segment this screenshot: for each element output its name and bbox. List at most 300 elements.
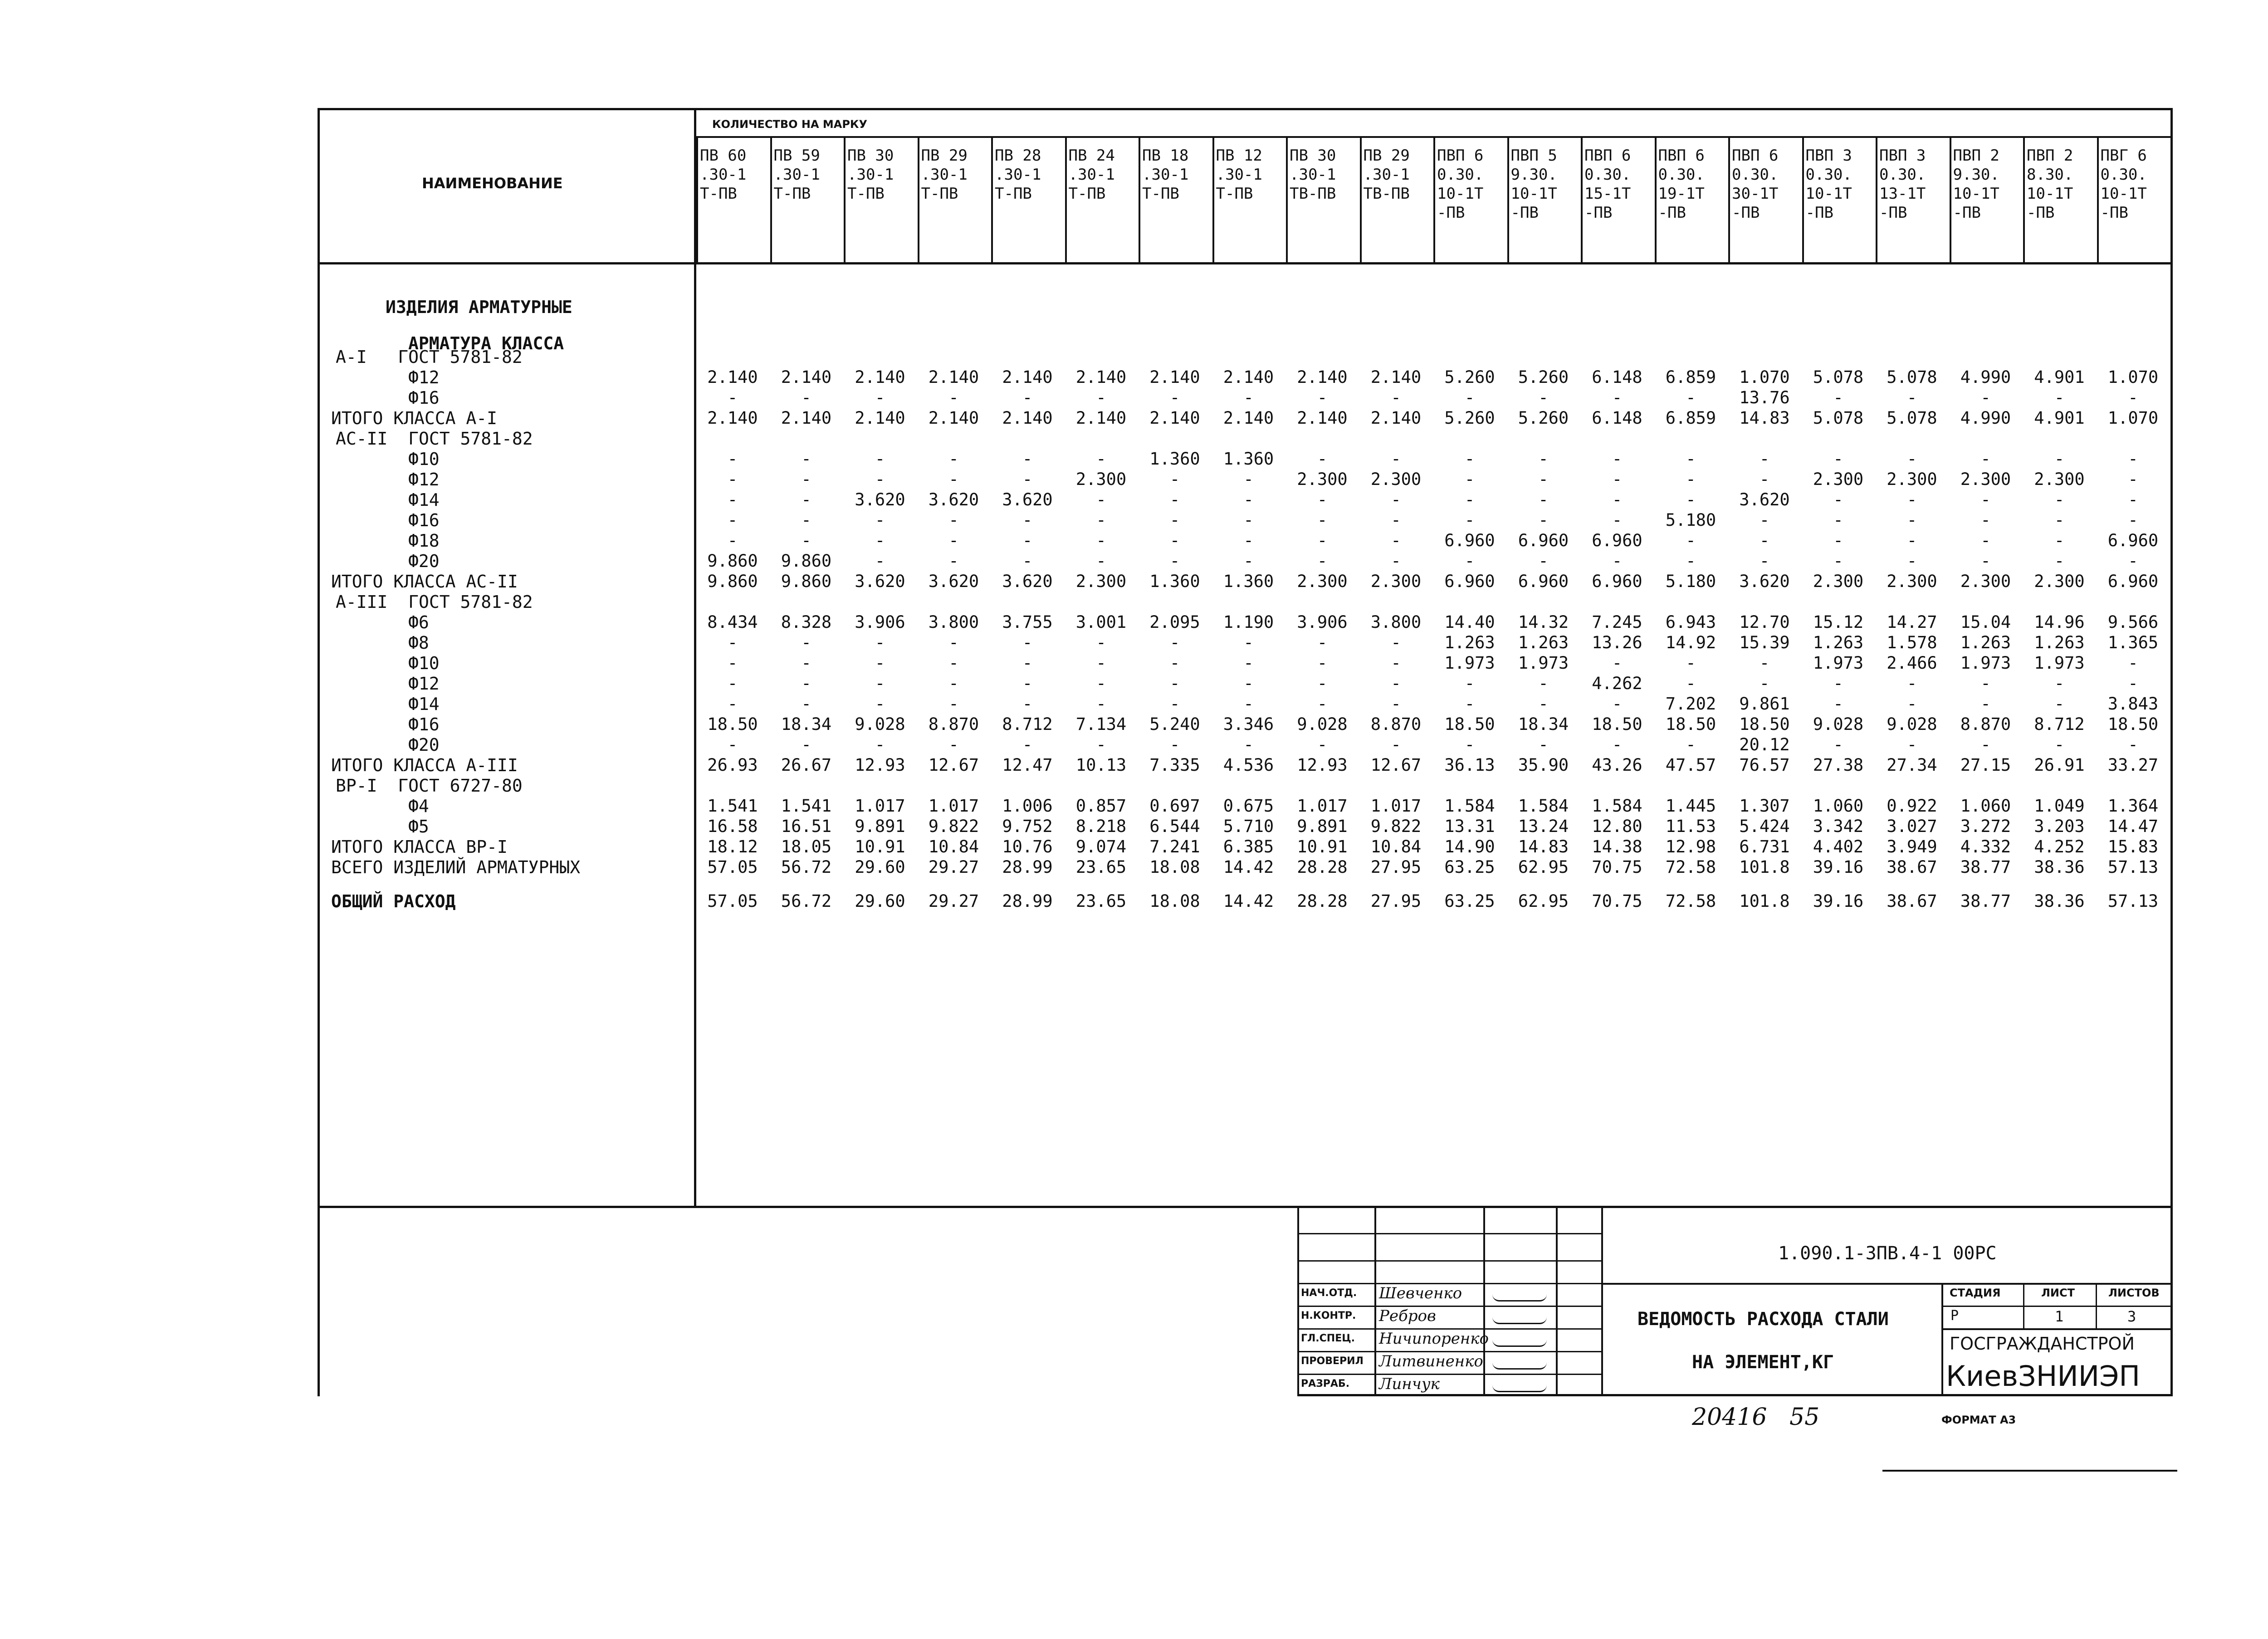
value-cell: 12.67 (1370, 755, 1422, 775)
value-cell: - (875, 633, 885, 652)
value-cell: - (875, 470, 885, 489)
value-cell: 56.72 (781, 857, 832, 877)
value-cell: - (1906, 735, 1917, 754)
value-cell: 70.75 (1592, 891, 1642, 911)
value-cell: 5.078 (1887, 367, 1937, 387)
column-divider (918, 136, 919, 262)
column-header-line: 0.30. (1658, 166, 1705, 184)
value-cell: 26.93 (707, 755, 758, 775)
value-cell: - (948, 694, 959, 714)
column-header-line: 10-1Т (1437, 185, 1484, 203)
value-cell: - (2128, 551, 2138, 571)
value-cell: - (1169, 674, 1180, 693)
row-label: ИТОГО КЛАССА А-I (331, 408, 498, 428)
value-cell: 7.335 (1149, 755, 1200, 775)
value-cell: 29.27 (928, 857, 979, 877)
value-cell: - (948, 510, 959, 530)
column-header-line: ПВ 60 (700, 147, 747, 165)
value-cell: - (1317, 531, 1328, 550)
value-cell: - (1022, 633, 1033, 652)
value-cell: 2.300 (2034, 572, 2085, 591)
value-cell: 1.017 (855, 796, 905, 816)
value-cell: 1.360 (1149, 572, 1200, 591)
row-label: АРМАТУРА КЛАССА (408, 333, 564, 353)
value-cell: - (1464, 551, 1475, 571)
value-cell: 9.566 (2107, 612, 2159, 632)
column-divider (770, 136, 772, 262)
value-cell: - (1243, 633, 1254, 652)
column-header-line: .30-1 (1290, 166, 1336, 184)
value-cell: 3.620 (1739, 572, 1790, 591)
column-divider (1360, 136, 1362, 262)
value-cell: 27.95 (1370, 891, 1422, 911)
value-cell: - (948, 449, 959, 469)
table-right-border (2170, 108, 2173, 1396)
value-cell: 6.960 (2107, 572, 2159, 591)
value-cell: - (1759, 674, 1770, 693)
value-cell: 10.13 (1075, 755, 1127, 775)
value-cell: 14.96 (2034, 612, 2085, 632)
value-cell: 6.960 (1444, 572, 1495, 591)
column-header-line: Т-ПВ (847, 185, 885, 203)
value-cell: 38.77 (1960, 891, 2011, 911)
value-cell: 3.800 (1370, 612, 1422, 632)
value-cell: 4.262 (1592, 674, 1642, 693)
value-cell: 26.91 (2034, 755, 2085, 775)
value-cell: - (1686, 470, 1696, 489)
value-cell: 9.074 (1075, 837, 1127, 856)
value-cell: - (1833, 510, 1843, 530)
value-cell: - (1096, 388, 1106, 407)
value-cell: 18.08 (1149, 857, 1200, 877)
value-cell: - (2128, 674, 2138, 693)
value-cell: 2.140 (707, 408, 758, 428)
name-column-header: НАИМЕНОВАНИЕ (422, 175, 563, 192)
qty-label: КОЛИЧЕСТВО НА МАРКУ (712, 118, 868, 131)
value-cell: 1.360 (1223, 449, 1274, 469)
value-cell: - (1980, 674, 1991, 693)
value-cell: 14.42 (1223, 891, 1274, 911)
row-label: Ф14 (408, 490, 440, 510)
value-cell: - (1980, 551, 1991, 571)
value-cell: - (1317, 449, 1328, 469)
value-cell: 14.27 (1887, 612, 1937, 632)
value-cell: 8.712 (2034, 714, 2085, 734)
value-cell: - (2054, 490, 2065, 509)
value-cell: - (1391, 694, 1401, 714)
value-cell: - (1759, 551, 1770, 571)
column-header-line: -ПВ (1953, 204, 1981, 222)
value-cell: 6.960 (1592, 572, 1642, 591)
value-cell: - (1317, 653, 1328, 673)
value-cell: - (1022, 653, 1033, 673)
value-cell: 9.860 (781, 572, 832, 591)
value-cell: 1.360 (1149, 449, 1200, 469)
value-cell: - (1464, 735, 1475, 754)
value-cell: 9.028 (1887, 714, 1937, 734)
signature-mark (1492, 1355, 1547, 1370)
column-divider (1802, 136, 1804, 262)
value-cell: - (1464, 449, 1475, 469)
value-cell: 2.140 (1223, 367, 1274, 387)
column-header-line: -ПВ (1584, 204, 1613, 222)
value-cell: 3.272 (1960, 817, 2011, 836)
signature-name: Ребров (1379, 1307, 1436, 1325)
value-cell: 6.731 (1739, 837, 1790, 856)
column-header-line: 0.30. (1879, 166, 1926, 184)
column-header-line: .30-1 (1216, 166, 1262, 184)
value-cell: 57.05 (707, 857, 758, 877)
value-cell: - (801, 388, 811, 407)
value-cell: 2.140 (1002, 408, 1053, 428)
value-cell: - (1169, 551, 1180, 571)
value-cell: 12.70 (1739, 612, 1790, 632)
value-cell: 0.922 (1887, 796, 1937, 816)
scan-edge-line (1882, 1470, 2177, 1472)
value-cell: - (1391, 674, 1401, 693)
signature-role: ГЛ.СПЕЦ. (1301, 1333, 1355, 1344)
value-cell: 76.57 (1739, 755, 1790, 775)
value-cell: - (727, 531, 738, 550)
value-cell: 3.346 (1223, 714, 1274, 734)
value-cell: - (801, 490, 811, 509)
value-cell: 70.75 (1592, 857, 1642, 877)
drawing-sheet (318, 108, 2173, 1431)
value-cell: 2.140 (781, 408, 832, 428)
column-divider (1507, 136, 1509, 262)
value-cell: - (1906, 674, 1917, 693)
row-label: ИТОГО КЛАССА ВР-I (331, 837, 508, 857)
value-cell: - (875, 735, 885, 754)
value-cell: - (1243, 510, 1254, 530)
value-cell: 1.263 (1444, 633, 1495, 652)
value-cell: - (1096, 510, 1106, 530)
value-cell: 18.12 (707, 837, 758, 856)
value-cell: - (801, 653, 811, 673)
value-cell: 13.31 (1444, 817, 1495, 836)
value-cell: 12.80 (1592, 817, 1642, 836)
value-cell: - (1980, 510, 1991, 530)
value-cell: 2.466 (1887, 653, 1937, 673)
value-cell: 6.859 (1665, 367, 1716, 387)
value-cell: 5.424 (1739, 817, 1790, 836)
title-line-1: ВЕДОМОСТЬ РАСХОДА СТАЛИ (1637, 1309, 1889, 1330)
value-cell: 7.202 (1665, 694, 1716, 714)
value-cell: 27.38 (1813, 755, 1864, 775)
value-cell: - (1096, 735, 1106, 754)
value-cell: - (875, 694, 885, 714)
value-cell: 15.04 (1960, 612, 2011, 632)
value-cell: - (1169, 470, 1180, 489)
value-cell: 3.620 (928, 490, 979, 509)
value-cell: 47.57 (1665, 755, 1716, 775)
value-cell: 23.65 (1075, 891, 1127, 911)
row-label: ВСЕГО ИЗДЕЛИЙ АРМАТУРНЫХ (331, 857, 581, 877)
value-cell: - (1833, 694, 1843, 714)
signature-name: Ничипоренко (1379, 1330, 1489, 1348)
value-cell: 2.300 (1960, 470, 2011, 489)
value-cell: 27.15 (1960, 755, 2011, 775)
value-cell: 10.91 (855, 837, 905, 856)
value-cell: - (727, 633, 738, 652)
value-cell: - (1906, 388, 1917, 407)
column-header-line: 13-1Т (1879, 185, 1926, 203)
value-cell: 27.34 (1887, 755, 1937, 775)
value-cell: 2.300 (1297, 470, 1348, 489)
value-cell: 8.870 (928, 714, 979, 734)
column-divider (1065, 136, 1067, 262)
column-header-line: ПВ 12 (1216, 147, 1262, 165)
value-cell: 12.67 (928, 755, 979, 775)
sheet-label: ЛИСТ (2041, 1287, 2075, 1299)
value-cell: 14.47 (2107, 817, 2159, 836)
signature-role: РАЗРАБ. (1301, 1378, 1350, 1389)
value-cell: 72.58 (1665, 891, 1716, 911)
value-cell: 4.990 (1960, 408, 2011, 428)
value-cell: - (1317, 735, 1328, 754)
value-cell: 5.260 (1444, 408, 1495, 428)
value-cell: 1.263 (1518, 633, 1569, 652)
table-bottom-border (318, 1206, 2173, 1208)
value-cell: 18.50 (1665, 714, 1716, 734)
value-cell: 3.342 (1813, 817, 1864, 836)
column-header-line: .30-1 (700, 166, 747, 184)
value-cell: 3.620 (1739, 490, 1790, 509)
value-cell: 1.070 (1739, 367, 1790, 387)
value-cell: - (1317, 633, 1328, 652)
column-header-line: 10-1Т (2100, 185, 2147, 203)
value-cell: 2.300 (2034, 470, 2085, 489)
value-cell: 14.83 (1518, 837, 1569, 856)
value-cell: - (1980, 735, 1991, 754)
value-cell: 9.860 (781, 551, 832, 571)
value-cell: - (801, 449, 811, 469)
column-header-line: 30-1Т (1732, 185, 1779, 203)
value-cell: - (1169, 388, 1180, 407)
value-cell: 12.93 (855, 755, 905, 775)
value-cell: - (2128, 735, 2138, 754)
column-header-line: ПВП 3 (1805, 147, 1852, 165)
value-cell: 2.095 (1149, 612, 1200, 632)
column-divider (2097, 136, 2099, 262)
signature-name: Линчук (1379, 1375, 1440, 1393)
value-cell: - (2054, 388, 2065, 407)
value-cell: 7.134 (1075, 714, 1127, 734)
row-label: Ф14 (408, 694, 440, 714)
value-cell: - (1096, 490, 1106, 509)
value-cell: 9.861 (1739, 694, 1790, 714)
value-cell: 2.300 (1370, 470, 1422, 489)
title-line-2: НА ЭЛЕМЕНТ,КГ (1692, 1352, 1834, 1373)
value-cell: 2.140 (1297, 408, 1348, 428)
column-header-line: 0.30. (1437, 166, 1484, 184)
value-cell: 2.140 (928, 367, 979, 387)
value-cell: 8.870 (1370, 714, 1422, 734)
column-header-line: 15-1Т (1584, 185, 1631, 203)
value-cell: - (1686, 531, 1696, 550)
value-cell: 2.140 (707, 367, 758, 387)
value-cell: 8.328 (781, 612, 832, 632)
value-cell: 39.16 (1813, 891, 1864, 911)
value-cell: 16.51 (781, 817, 832, 836)
value-cell: - (727, 653, 738, 673)
value-cell: - (2128, 449, 2138, 469)
value-cell: - (875, 449, 885, 469)
value-cell: - (948, 633, 959, 652)
value-cell: 57.13 (2107, 891, 2159, 911)
signature-role: Н.КОНТР. (1301, 1310, 1356, 1321)
value-cell: - (1317, 694, 1328, 714)
value-cell: - (1612, 388, 1623, 407)
value-cell: 6.385 (1223, 837, 1274, 856)
value-cell: 9.028 (1297, 714, 1348, 734)
value-cell: - (1317, 510, 1328, 530)
column-header-line: -ПВ (2027, 204, 2055, 222)
column-header-line: -ПВ (1805, 204, 1833, 222)
row-label: А-III ГОСТ 5781-82 (336, 592, 533, 612)
column-header-line: ПВГ 6 (2100, 147, 2147, 165)
value-cell: 38.67 (1887, 857, 1937, 877)
value-cell: 8.434 (707, 612, 758, 632)
column-header-line: 0.30. (1805, 166, 1852, 184)
value-cell: - (1833, 735, 1843, 754)
value-cell: 2.140 (928, 408, 979, 428)
value-cell: - (948, 551, 959, 571)
row-label: ОБЩИЙ РАСХОД (331, 891, 456, 911)
value-cell: 6.960 (1518, 572, 1569, 591)
row-label: ВР-I ГОСТ 6727-80 (336, 776, 523, 796)
value-cell: 63.25 (1444, 857, 1495, 877)
value-cell: 14.42 (1223, 857, 1274, 877)
value-cell: - (1833, 531, 1843, 550)
value-cell: 1.263 (2034, 633, 2085, 652)
value-cell: 38.77 (1960, 857, 2011, 877)
value-cell: 2.300 (1075, 572, 1127, 591)
value-cell: 18.50 (1592, 714, 1642, 734)
value-cell: - (801, 735, 811, 754)
value-cell: - (1169, 653, 1180, 673)
value-cell: 29.60 (855, 891, 905, 911)
column-header-line: Т-ПВ (700, 185, 737, 203)
value-cell: 2.140 (1223, 408, 1274, 428)
column-header-line: 10-1Т (1510, 185, 1557, 203)
value-cell: 15.12 (1813, 612, 1864, 632)
value-cell: 43.26 (1592, 755, 1642, 775)
value-cell: 13.76 (1739, 388, 1790, 407)
column-header-line: 10-1Т (2027, 185, 2073, 203)
value-cell: 3.906 (1297, 612, 1348, 632)
value-cell: - (1391, 653, 1401, 673)
value-cell: - (948, 674, 959, 693)
column-divider (1950, 136, 1951, 262)
row-label: Ф12 (408, 674, 440, 694)
value-cell: 63.25 (1444, 891, 1495, 911)
value-cell: 10.76 (1002, 837, 1053, 856)
value-cell: - (1759, 470, 1770, 489)
stage-value: Р (1950, 1308, 1959, 1324)
column-header-line: .30-1 (1068, 166, 1115, 184)
value-cell: - (2128, 653, 2138, 673)
value-cell: 3.620 (855, 572, 905, 591)
value-cell: 3.843 (2107, 694, 2159, 714)
value-cell: - (1759, 510, 1770, 530)
value-cell: - (1169, 531, 1180, 550)
value-cell: - (1612, 694, 1623, 714)
value-cell: - (801, 510, 811, 530)
value-cell: 1.017 (928, 796, 979, 816)
value-cell: 101.8 (1739, 857, 1790, 877)
value-cell: - (1980, 531, 1991, 550)
column-header-line: 9.30. (1953, 166, 1999, 184)
signature-name: Шевченко (1379, 1284, 1462, 1302)
value-cell: 3.620 (928, 572, 979, 591)
column-header-line: ТВ-ПВ (1290, 185, 1336, 203)
value-cell: 4.536 (1223, 755, 1274, 775)
value-cell: - (1169, 633, 1180, 652)
value-cell: - (1980, 449, 1991, 469)
column-header-line: ПВ 29 (921, 147, 968, 165)
value-cell: 18.34 (781, 714, 832, 734)
header-bottom-border (318, 262, 2173, 264)
value-cell: 3.755 (1002, 612, 1053, 632)
value-cell: - (727, 449, 738, 469)
value-cell: 15.39 (1739, 633, 1790, 652)
value-cell: 57.13 (2107, 857, 2159, 877)
value-cell: - (2054, 674, 2065, 693)
value-cell: 14.32 (1518, 612, 1569, 632)
value-cell: 9.891 (855, 817, 905, 836)
value-cell: 9.860 (707, 551, 758, 571)
column-header-line: 0.30. (2100, 166, 2147, 184)
value-cell: 2.140 (1149, 367, 1200, 387)
column-header-line: ПВП 6 (1732, 147, 1779, 165)
value-cell: - (1391, 490, 1401, 509)
value-cell: - (1464, 510, 1475, 530)
value-cell: 0.857 (1075, 796, 1127, 816)
value-cell: - (1096, 531, 1106, 550)
value-cell: 39.16 (1813, 857, 1864, 877)
value-cell: 6.859 (1665, 408, 1716, 428)
value-cell: - (1243, 388, 1254, 407)
value-cell: - (727, 694, 738, 714)
value-cell: - (1022, 735, 1033, 754)
value-cell: 9.891 (1297, 817, 1348, 836)
column-header-line: -ПВ (2100, 204, 2128, 222)
value-cell: - (801, 470, 811, 489)
value-cell: 14.90 (1444, 837, 1495, 856)
value-cell: 14.38 (1592, 837, 1642, 856)
value-cell: - (1243, 735, 1254, 754)
value-cell: - (948, 388, 959, 407)
value-cell: 7.241 (1149, 837, 1200, 856)
value-cell: 10.91 (1297, 837, 1348, 856)
column-header-line: .30-1 (1142, 166, 1189, 184)
value-cell: - (727, 674, 738, 693)
value-cell: - (1243, 694, 1254, 714)
value-cell: - (801, 674, 811, 693)
column-header-line: .30-1 (1363, 166, 1410, 184)
value-cell: 5.260 (1518, 408, 1569, 428)
value-cell: - (1612, 490, 1623, 509)
value-cell: 1.017 (1297, 796, 1348, 816)
org-name-1: ГОСГРАЖДАНСТРОЙ (1950, 1334, 2135, 1354)
row-label: Ф20 (408, 735, 440, 755)
value-cell: 2.140 (1075, 408, 1127, 428)
row-label: Ф10 (408, 653, 440, 673)
column-header-line: .30-1 (847, 166, 894, 184)
value-cell: 8.712 (1002, 714, 1053, 734)
value-cell: 1.541 (781, 796, 832, 816)
